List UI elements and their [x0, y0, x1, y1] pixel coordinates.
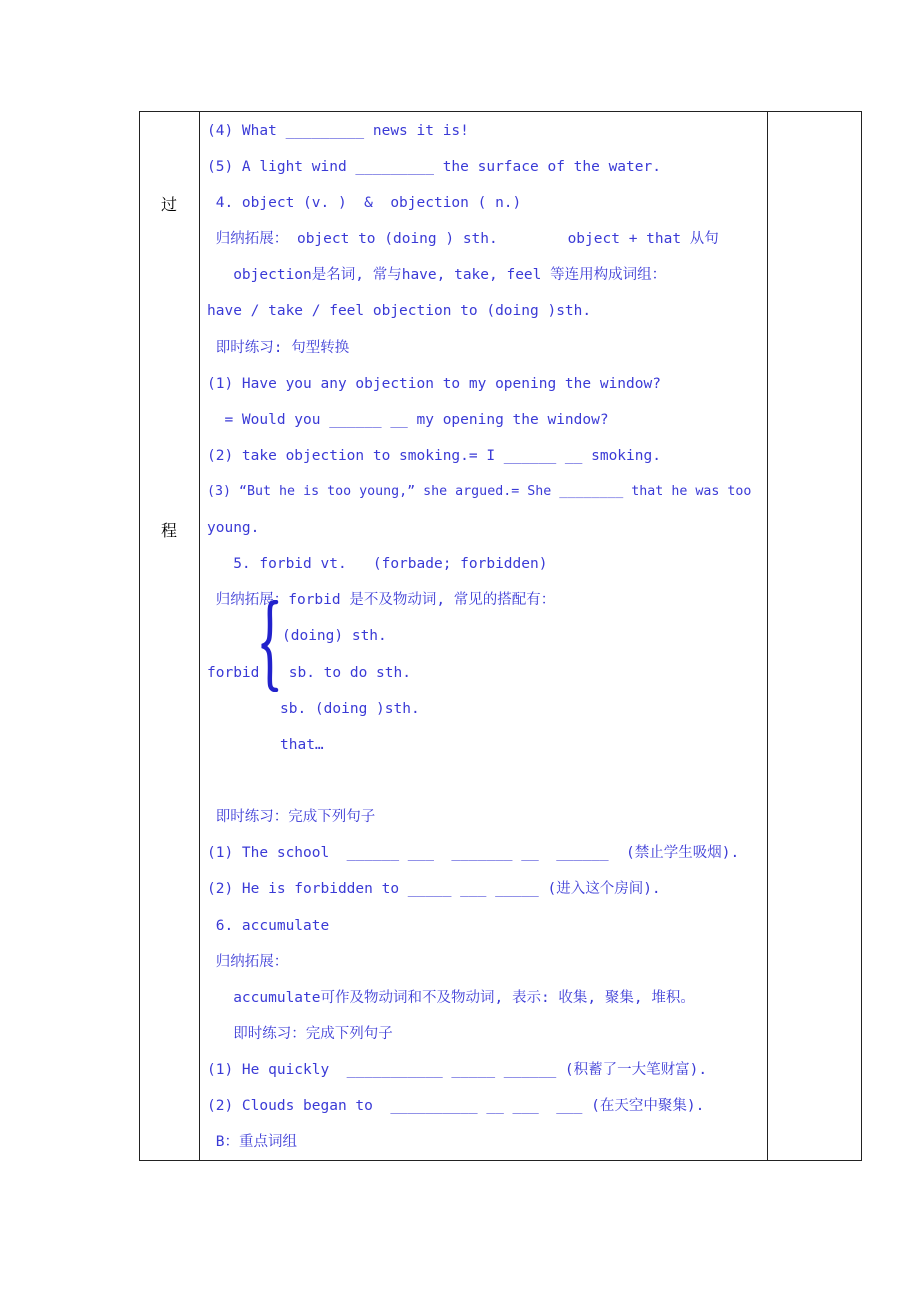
text-line: 5. forbid vt. (forbade; forbidden) [207, 556, 548, 572]
text-line: 6. accumulate [207, 918, 330, 934]
text-line: 即时练习: 句型转换 [207, 340, 350, 356]
text-line: have / take / feel objection to (doing )sth. [207, 303, 592, 319]
text-line: young. [207, 520, 260, 536]
text-line: (1) Have you any objection to my opening the window? [207, 376, 661, 392]
text-line: B：重点词组 [207, 1134, 297, 1150]
text-line: that… [280, 737, 324, 753]
text-line: 即时练习：完成下列句子 [207, 1026, 393, 1042]
text-line: (2) He is forbidden to _____ ___ _____ (进入这个房间). [207, 881, 661, 897]
text-line: objection是名词, 常与have, take, feel 等连用构成词组： [207, 267, 667, 283]
text-line: (3) “But he is too young,” she argued.= She ________ that he was too [207, 484, 752, 499]
text-line: (5) A light wind _________ the surface of the water. [207, 159, 661, 175]
text-line: (4) What _________ news it is! [207, 123, 469, 139]
text-line: sb. to do sth. [280, 665, 411, 681]
text-line: (doing) sth. [282, 628, 387, 644]
text-line: 归纳拓展： object to (doing ) sth. object + that 从句 [207, 231, 719, 247]
text-line: forbid [207, 665, 260, 681]
text-line: (1) The school ______ ___ _______ __ ______ (禁止学生吸烟). [207, 845, 740, 861]
curly-brace-icon [258, 600, 280, 692]
text-line: (1) He quickly ___________ _____ ______ (积蓄了一大笔财富). [207, 1062, 708, 1078]
text-line: 归纳拓展： [207, 954, 289, 970]
text-line: accumulate可作及物动词和不及物动词, 表示: 收集, 聚集, 堆积。 [207, 990, 695, 1006]
text-line: 即时练习：完成下列句子 [207, 809, 376, 825]
side-label-top: 过 [161, 195, 178, 214]
side-label-bottom: 程 [161, 521, 178, 540]
text-line: (2) take objection to smoking.= I ______ __ smoking. [207, 448, 661, 464]
text-line: sb. (doing )sth. [280, 701, 420, 717]
text-line: 4. object (v. ) & objection ( n.) [207, 195, 522, 211]
text-line: 归纳拓展：forbid 是不及物动词, 常见的搭配有： [207, 592, 556, 608]
text-line: (2) Clouds began to __________ __ ___ ___ (在天空中聚集). [207, 1098, 705, 1114]
text-line: = Would you ______ __ my opening the window? [207, 412, 609, 428]
